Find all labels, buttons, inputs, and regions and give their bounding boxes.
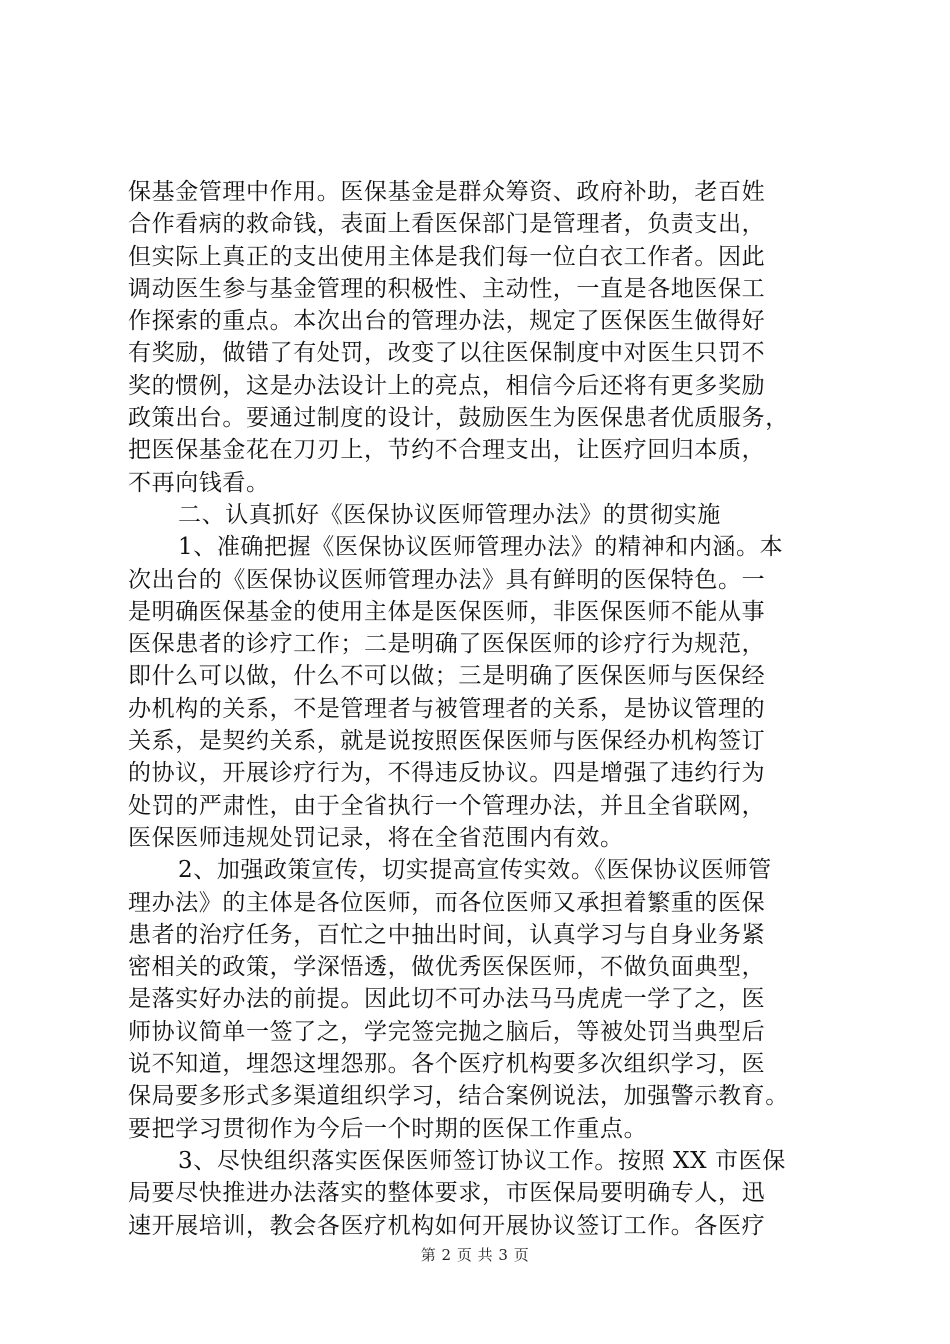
text-line: 密相关的政策，学深悟透，做优秀医保医师，不做负面典型， [128, 954, 766, 981]
text-line: 保基金管理中作用。医保基金是群众筹资、政府补助，老百姓 [128, 179, 766, 205]
text-line: 把医保基金花在刀刃上，节约不合理支出，让医疗回归本质， [128, 437, 766, 464]
paragraph-start: 1、准确把握《医保协议医师管理办法》的精神和内涵。本 [178, 534, 784, 561]
text-line: 奖的惯例，这是办法设计上的亮点，相信今后还将有更多奖励 [128, 372, 766, 399]
text-line: 政策出台。要通过制度的设计，鼓励医生为医保患者优质服务， [128, 405, 789, 432]
paragraph-start: 3、尽快组织落实医保医师签订协议工作。按照 XX 市医保 [178, 1147, 786, 1174]
text-line: 调动医生参与基金管理的积极性、主动性，一直是各地医保工 [128, 275, 766, 302]
text-line: 但实际上真正的支出使用主体是我们每一位白衣工作者。因此 [128, 243, 766, 270]
text-line: 的协议，开展诊疗行为，不得违反协议。四是增强了违约行为 [128, 760, 766, 787]
text-line: 患者的治疗任务，百忙之中抽出时间，认真学习与自身业务紧 [128, 921, 766, 948]
text-line: 处罚的严肃性，由于全省执行一个管理办法，并且全省联网， [128, 792, 766, 819]
document-body [128, 176, 828, 1242]
text-line: 是落实好办法的前提。因此切不可办法马马虎虎一学了之，医 [128, 986, 766, 1013]
text-line: 是明确医保基金的使用主体是医保医师，非医保医师不能从事 [128, 598, 766, 625]
text-line: 理办法》的主体是各位医师，而各位医师又承担着繁重的医保 [128, 889, 766, 916]
text-line: 合作看病的救命钱，表面上看医保部门是管理者，负责支出， [128, 211, 766, 238]
text-line: 医保医师违规处罚记录，将在全省范围内有效。 [128, 824, 624, 851]
text-line: 次出台的《医保协议医师管理办法》具有鲜明的医保特色。一 [128, 566, 766, 593]
text-line: 说不知道，埋怨这埋怨那。各个医疗机构要多次组织学习，医 [128, 1051, 766, 1078]
text-line: 要把学习贯彻作为今后一个时期的医保工作重点。 [128, 1115, 648, 1142]
text-line: 即什么可以做，什么不可以做；三是明确了医保医师与医保经 [128, 663, 766, 690]
text-line: 局要尽快推进办法落实的整体要求，市医保局要明确专人，迅 [128, 1180, 766, 1207]
section-heading: 二、认真抓好《医保协议医师管理办法》的贯彻实施 [178, 501, 721, 528]
text-line: 师协议简单一签了之，学完签完抛之脑后，等被处罚当典型后 [128, 1018, 766, 1045]
text-line: 办机构的关系，不是管理者与被管理者的关系，是协议管理的 [128, 695, 766, 722]
text-line: 医保患者的诊疗工作；二是明确了医保医师的诊疗行为规范， [128, 631, 766, 658]
text-line: 不再向钱看。 [128, 469, 270, 496]
paragraph-start: 2、加强政策宣传，切实提高宣传实效。《医保协议医师管 [178, 857, 772, 884]
text-line: 保局要多形式多渠道组织学习，结合案例说法，加强警示教育。 [128, 1083, 789, 1110]
text-line: 作探索的重点。本次出台的管理办法，规定了医保医生做得好 [128, 308, 766, 335]
page-number-footer: 第 2 页 共 3 页 [420, 1246, 530, 1264]
text-line: 速开展培训，教会各医疗机构如何开展协议签订工作。各医疗 [128, 1212, 766, 1239]
text-line: 关系，是契约关系，就是说按照医保医师与医保经办机构签订 [128, 728, 766, 755]
text-line: 有奖励，做错了有处罚，改变了以往医保制度中对医生只罚不 [128, 340, 766, 367]
